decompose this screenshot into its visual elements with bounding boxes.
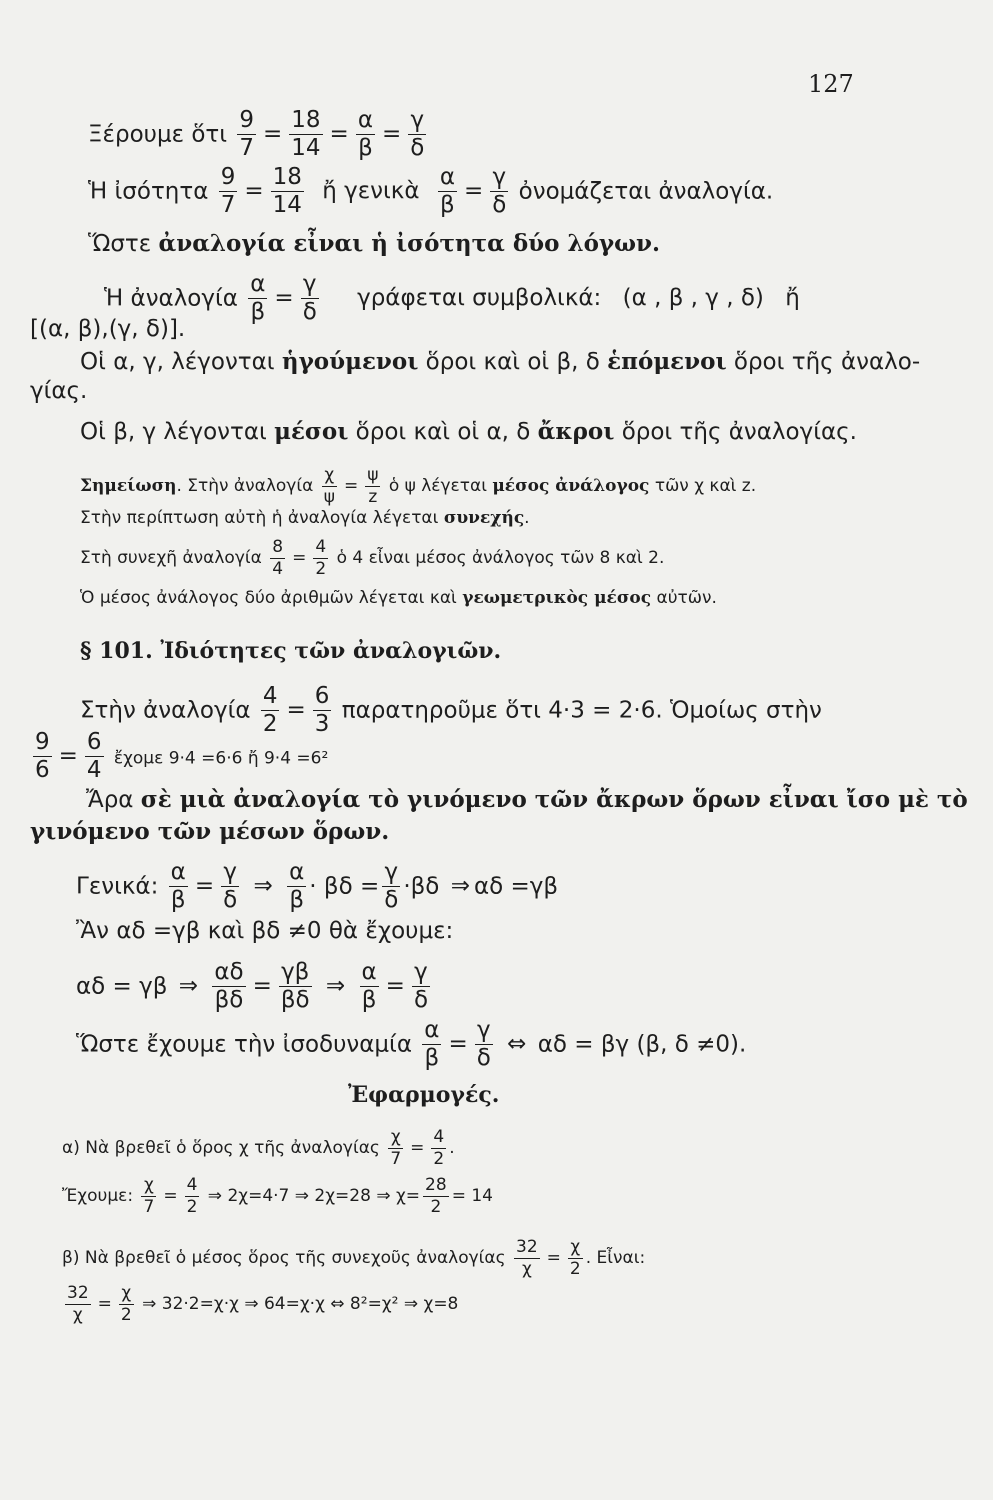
- line-symbolic: Ἡ ἀναλογία $\frac{\alpha}{\beta}$ = $\frac{\gamma}{\delta}$ γράφεται συμβολικά: (α , β , γ , δ) ἤ: [104, 271, 800, 326]
- application-b: β) Νὰ βρεθεῖ ὁ μέσος ὅρος τῆς συνεχοῦς ἀναλογίας $\frac{32}{\chi}$ = $\frac{\chi}{2}$ . Εἶναι:: [62, 1237, 646, 1279]
- line-equality: Ἡ ἰσότητα $\frac{9}{7}$ = $\frac{18}{14}$ ἤ γενικὰ $\frac{\alpha}{\beta}$ = $\frac{\gamma}{\delta}$ ὀνομάζεται ἀναλογία.: [88, 164, 774, 219]
- applications-heading: Ἐφαρμογές.: [348, 1082, 500, 1108]
- fraction: $\frac{\gamma}{\delta}$: [410, 107, 425, 162]
- fraction: $\frac{18}{14}$: [291, 107, 321, 162]
- general-line-2: Ἂν αδ =γβ καὶ βδ ≠0 θὰ ἔχουμε:: [76, 918, 454, 944]
- fraction: $\frac{\gamma}{\delta}$: [302, 271, 317, 326]
- fraction: $\frac{4}{2}$: [186, 1175, 198, 1217]
- fraction: $\frac{\gamma}{\delta}$: [476, 1017, 491, 1072]
- fraction: $\frac{6}{3}$: [314, 683, 330, 738]
- fraction: $\frac{\gamma\beta}{\beta\delta}$: [280, 959, 310, 1014]
- fraction: $\frac{6}{4}$: [86, 729, 102, 784]
- line-terms-1-cont: γίας.: [30, 378, 88, 404]
- fraction: $\frac{\alpha\delta}{\beta\delta}$: [214, 959, 244, 1014]
- fraction: $\frac{\alpha}{\beta}$: [361, 959, 377, 1014]
- fraction: $\frac{\alpha}{\beta}$: [289, 859, 305, 914]
- fraction: $\frac{\gamma}{\delta}$: [384, 859, 399, 914]
- application-b-solution: $\frac{32}{\chi}$ = $\frac{\chi}{2}$ ⇒ 32·2=χ·χ ⇒ 64=χ·χ ⇔ 8²=χ² ⇒ χ=8: [67, 1283, 459, 1325]
- fraction: $\frac{\gamma}{\delta}$: [492, 164, 507, 219]
- application-a: α) Νὰ βρεθεῖ ὁ ὅρος χ τῆς ἀναλογίας $\frac{\chi}{7}$ = $\frac{4}{2}$ .: [62, 1127, 455, 1169]
- fraction: $\frac{\chi}{2}$: [120, 1283, 132, 1325]
- fraction: $\frac{\alpha}{\beta}$: [357, 107, 373, 162]
- property-line-1: Στὴν ἀναλογία $\frac{4}{2}$ = $\frac{6}{3}$ παρατηροῦμε ὅτι 4·3 = 2·6. Ὁμοίως στὴν: [80, 683, 822, 738]
- fraction: $\frac{\chi}{7}$: [390, 1127, 402, 1169]
- note-line-2: Στὴν περίπτωση αὐτὴ ἡ ἀναλογία λέγεται συνεχής.: [80, 508, 530, 528]
- section-heading: § 101. Ἰδιότητες τῶν ἀναλογιῶν.: [80, 638, 502, 664]
- fraction: $\frac{28}{2}$: [425, 1175, 447, 1217]
- fraction: $\frac{\alpha}{\beta}$: [424, 1017, 440, 1072]
- fraction: $\frac{4}{2}$: [262, 683, 278, 738]
- fraction: $\frac{\chi}{7}$: [143, 1175, 155, 1217]
- line-terms-1: Οἱ α, γ, λέγονται ἡγούμενοι ὅροι καὶ οἱ β, δ ἑπόμενοι ὅροι τῆς ἀναλο-: [80, 348, 921, 375]
- fraction: $\frac{18}{14}$: [272, 164, 302, 219]
- note-line-1: Σημείωση. Στὴν ἀναλογία $\frac{\chi}{\psi}$ = $\frac{\psi}{z}$ ὁ ψ λέγεται μέσος ἀνάλογος τῶν χ καὶ z.: [80, 465, 757, 507]
- general-line-3: αδ = γβ ⇒ $\frac{\alpha\delta}{\beta\delta}$ = $\frac{\gamma\beta}{\beta\delta}$ ⇒ $\frac{\alpha}{\beta}$ = $\frac{\gamma}{\delta}$: [76, 959, 429, 1014]
- definition-line: Ὥστε ἀναλογία εἶναι ἡ ἰσότητα δύο λόγων.: [88, 230, 660, 257]
- fraction: $\frac{32}{\chi}$: [67, 1283, 89, 1325]
- fraction: $\frac{\psi}{z}$: [367, 465, 379, 507]
- fraction: $\frac{\gamma}{\delta}$: [223, 859, 238, 914]
- fraction: $\frac{9}{7}$: [239, 107, 254, 162]
- rule-line-2: γινόμενο τῶν μέσων ὅρων.: [30, 818, 390, 845]
- rule-line-1: Ἄρα σὲ μιὰ ἀναλογία τὸ γινόμενο τῶν ἄκρων ὅρων εἶναι ἴσο μὲ τὸ: [86, 786, 968, 813]
- fraction: $\frac{32}{\chi}$: [516, 1237, 538, 1279]
- line-known-ratios: Ξέρουμε ὅτι $\frac{9}{7}$ = $\frac{18}{14}$ = $\frac{\alpha}{\beta}$ = $\frac{\gamma}{\delta}$: [88, 107, 425, 162]
- fraction: $\frac{8}{4}$: [272, 537, 284, 579]
- line-terms-2: Οἱ β, γ λέγονται μέσοι ὅροι καὶ οἱ α, δ ἄκροι ὅροι τῆς ἀναλογίας.: [80, 418, 857, 445]
- fraction: $\frac{\alpha}{\beta}$: [439, 164, 455, 219]
- fraction: $\frac{\chi}{2}$: [569, 1237, 581, 1279]
- fraction: $\frac{\alpha}{\beta}$: [250, 271, 266, 326]
- application-a-solution: Ἔχουμε: $\frac{\chi}{7}$ = $\frac{4}{2}$ ⇒ 2χ=4·7 ⇒ 2χ=28 ⇒ χ= $\frac{28}{2}$ = 14: [62, 1175, 493, 1217]
- note-line-4: Ὁ μέσος ἀνάλογος δύο ἀριθμῶν λέγεται καὶ γεωμετρικὸς μέσος αὐτῶν.: [80, 588, 717, 608]
- general-line-1: Γενικά: $\frac{\alpha}{\beta}$ = $\frac{\gamma}{\delta}$ ⇒ $\frac{\alpha}{\beta}$ · βδ = $\frac{\gamma}{\delta}$ ·βδ ⇒ αδ =γβ: [76, 859, 559, 914]
- general-line-4: Ὥστε ἔχουμε τὴν ἰσοδυναμία $\frac{\alpha}{\beta}$ = $\frac{\gamma}{\delta}$ ⇔ αδ = βγ (β, δ ≠0).: [76, 1017, 747, 1072]
- line-pairs: [(α, β),(γ, δ)].: [30, 316, 186, 342]
- fraction: $\frac{4}{2}$: [315, 537, 327, 579]
- fraction: $\frac{9}{7}$: [220, 164, 236, 219]
- fraction: $\frac{\gamma}{\delta}$: [413, 959, 429, 1014]
- fraction: $\frac{4}{2}$: [433, 1127, 445, 1169]
- property-line-2: $\frac{9}{6}$ = $\frac{6}{4}$ ἔχομε 9·4 =6·6 ἤ 9·4 =6²: [35, 729, 329, 784]
- fraction: $\frac{\chi}{\psi}$: [323, 465, 335, 507]
- page-number: 127: [808, 70, 854, 98]
- note-line-3: Στὴ συνεχῆ ἀναλογία $\frac{8}{4}$ = $\frac{4}{2}$ ὁ 4 εἶναι μέσος ἀνάλογος τῶν 8 καὶ 2.: [80, 537, 665, 579]
- fraction: $\frac{\alpha}{\beta}$: [170, 859, 186, 914]
- fraction: $\frac{9}{6}$: [35, 729, 50, 784]
